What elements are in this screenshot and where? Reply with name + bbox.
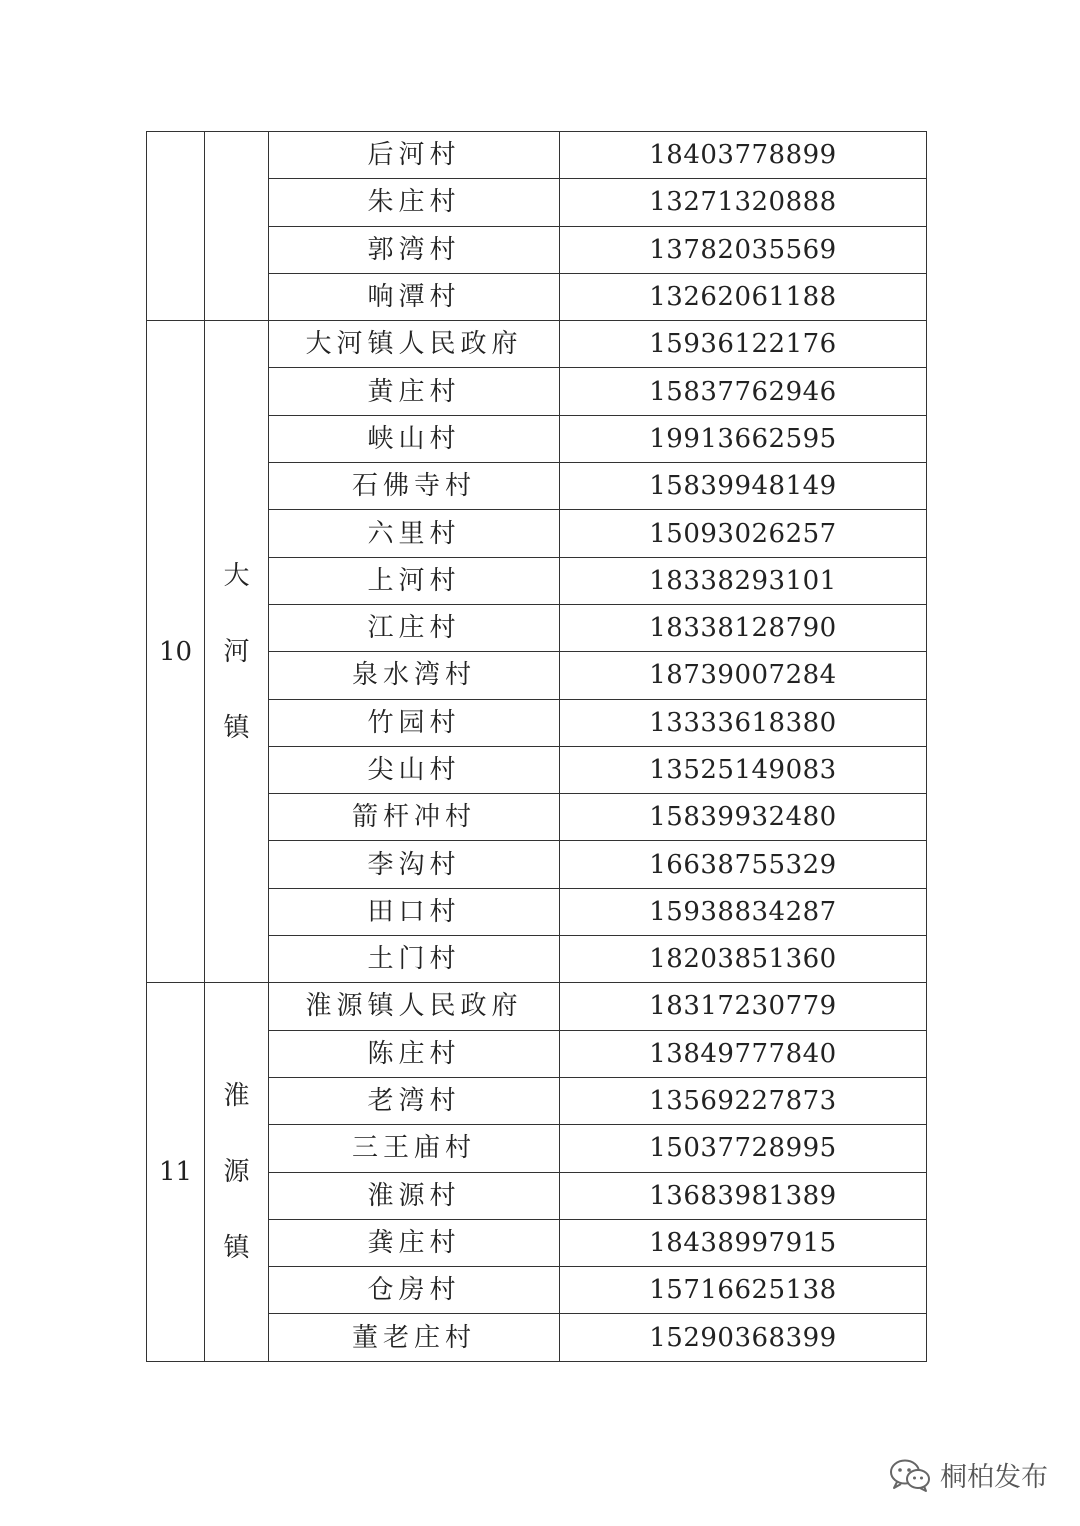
phone-number: 13782035569: [560, 226, 927, 273]
group-number: 10: [147, 321, 205, 983]
phone-number: 18739007284: [560, 652, 927, 699]
table-row: [147, 321, 927, 368]
phone-number: 18317230779: [560, 983, 927, 1030]
phone-number: 13271320888: [560, 179, 927, 226]
unit-name: 江庄村: [269, 604, 560, 651]
unit-name: 龚庄村: [269, 1219, 560, 1266]
unit-name: 后河村: [269, 132, 560, 179]
phone-number: 15839932480: [560, 794, 927, 841]
phone-number: 13683981389: [560, 1172, 927, 1219]
phone-number: 13849777840: [560, 1030, 927, 1077]
phone-number: 13333618380: [560, 699, 927, 746]
unit-name: 峡山村: [269, 415, 560, 462]
table-row: [147, 983, 927, 1030]
phone-number: 16638755329: [560, 841, 927, 888]
unit-name: 黄庄村: [269, 368, 560, 415]
phone-number: 18338293101: [560, 557, 927, 604]
unit-name: 尖山村: [269, 746, 560, 793]
phone-number: 13569227873: [560, 1077, 927, 1124]
phone-number: 19913662595: [560, 415, 927, 462]
unit-name: 董老庄村: [269, 1314, 560, 1361]
unit-name: 淮源镇人民政府: [269, 983, 560, 1030]
unit-name: 淮源村: [269, 1172, 560, 1219]
unit-name: 上河村: [269, 557, 560, 604]
unit-name: 竹园村: [269, 699, 560, 746]
wechat-icon: [888, 1457, 932, 1493]
phone-number: 18338128790: [560, 604, 927, 651]
contacts-table: [146, 131, 927, 1362]
unit-name: 石佛寺村: [269, 463, 560, 510]
phone-number: 15839948149: [560, 463, 927, 510]
watermark: [888, 1455, 1048, 1494]
phone-number: 18438997915: [560, 1219, 927, 1266]
unit-name: 朱庄村: [269, 179, 560, 226]
unit-name: 李沟村: [269, 841, 560, 888]
town-cell: [205, 321, 269, 983]
unit-name: 大河镇人民政府: [269, 321, 560, 368]
unit-name: 陈庄村: [269, 1030, 560, 1077]
unit-name: 田口村: [269, 888, 560, 935]
group-number: [147, 132, 205, 321]
phone-number: 13525149083: [560, 746, 927, 793]
table-row: [147, 132, 927, 179]
unit-name: 泉水湾村: [269, 652, 560, 699]
town-name: 大河镇: [223, 560, 250, 743]
phone-number: 15093026257: [560, 510, 927, 557]
unit-name: 响潭村: [269, 273, 560, 320]
unit-name: 六里村: [269, 510, 560, 557]
unit-name: 老湾村: [269, 1077, 560, 1124]
phone-number: 15037728995: [560, 1125, 927, 1172]
phone-number: 15936122176: [560, 321, 927, 368]
town-name: 淮源镇: [223, 1081, 250, 1264]
phone-number: 15837762946: [560, 368, 927, 415]
unit-name: 郭湾村: [269, 226, 560, 273]
phone-number: 18203851360: [560, 936, 927, 983]
town-cell: [205, 132, 269, 321]
unit-name: 三王庙村: [269, 1125, 560, 1172]
phone-number: 13262061188: [560, 273, 927, 320]
unit-name: 仓房村: [269, 1267, 560, 1314]
watermark-text: 桐柏发布: [940, 1462, 1048, 1493]
phone-number: 15716625138: [560, 1267, 927, 1314]
phone-number: 18403778899: [560, 132, 927, 179]
phone-number: 15938834287: [560, 888, 927, 935]
group-number: 11: [147, 983, 205, 1361]
unit-name: 土门村: [269, 936, 560, 983]
unit-name: 箭杆冲村: [269, 794, 560, 841]
phone-number: 15290368399: [560, 1314, 927, 1361]
town-cell: [205, 983, 269, 1361]
